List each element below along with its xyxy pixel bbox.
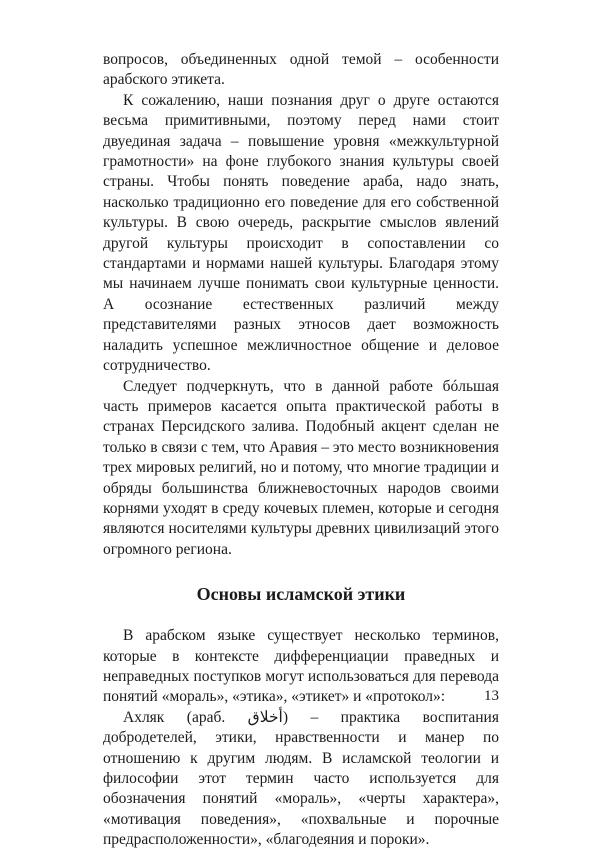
paragraph: Следует подчеркнуть, что в данной работе бóльшая часть примеров касается опыта практической работы в странах Персидского залива. Подобный акцент сделан не только в связи с тем, что Аравия – это место возникновения трех мировых религий, но и потому, что многие традиции и обряды большинства ближневосточных народов своими корнями уходят в среду кочевых племен, которые и сегодня являются носителями культуры древних цивилизаций этого огромного региона. [103,377,499,558]
paragraph: В арабском языке существует несколько терминов, которые в контексте дифференциации праведных и неправедных поступков могут использоваться для перевода понятий «мораль», «этика», «этикет» и «протокол»: [103,627,499,706]
paragraph: Ахляк (араб. أخلاق) – практика воспитания добродетелей, этики, нравственности и манер по отношению к другим людям. В исламской теологии и философии этот термин часто используется для обозначения понятий «мораль», «черты характера», «мотивация поведения», «похвальные и порочные предрасположенности», «благодеяния и пороки». [103,708,499,849]
paragraphs-after-heading [103,626,499,850]
paragraph: вопросов, объединенных одной темой – особенности арабского этикета. [103,51,499,89]
paragraph: К сожалению, наши познания друг о друге остаются весьма примитивными, поэтому перед нами стоит двуединая задача – повышение уровня «межкультурной грамотности» на фоне глубокого знания культуры своей страны. Чтобы понять поведение араба, надо знать, насколько традиционно его поведение для его собственной культуры. В свою очередь, раскрытие смыслов явлений другой культуры происходит в сопоставлении со стандартами и нормами нашей культуры. Благодаря этому мы начинаем лучше понимать свои культурные ценности. А осознание естественных различий между представителями разных этносов дает возможность наладить успешное межличностное общение и деловое сотрудничество. [103,91,499,375]
section-heading: Основы исламской этики [196,584,406,605]
paragraphs-before-heading [103,50,499,560]
page-number: 13 [484,688,499,704]
body-text [103,50,499,851]
